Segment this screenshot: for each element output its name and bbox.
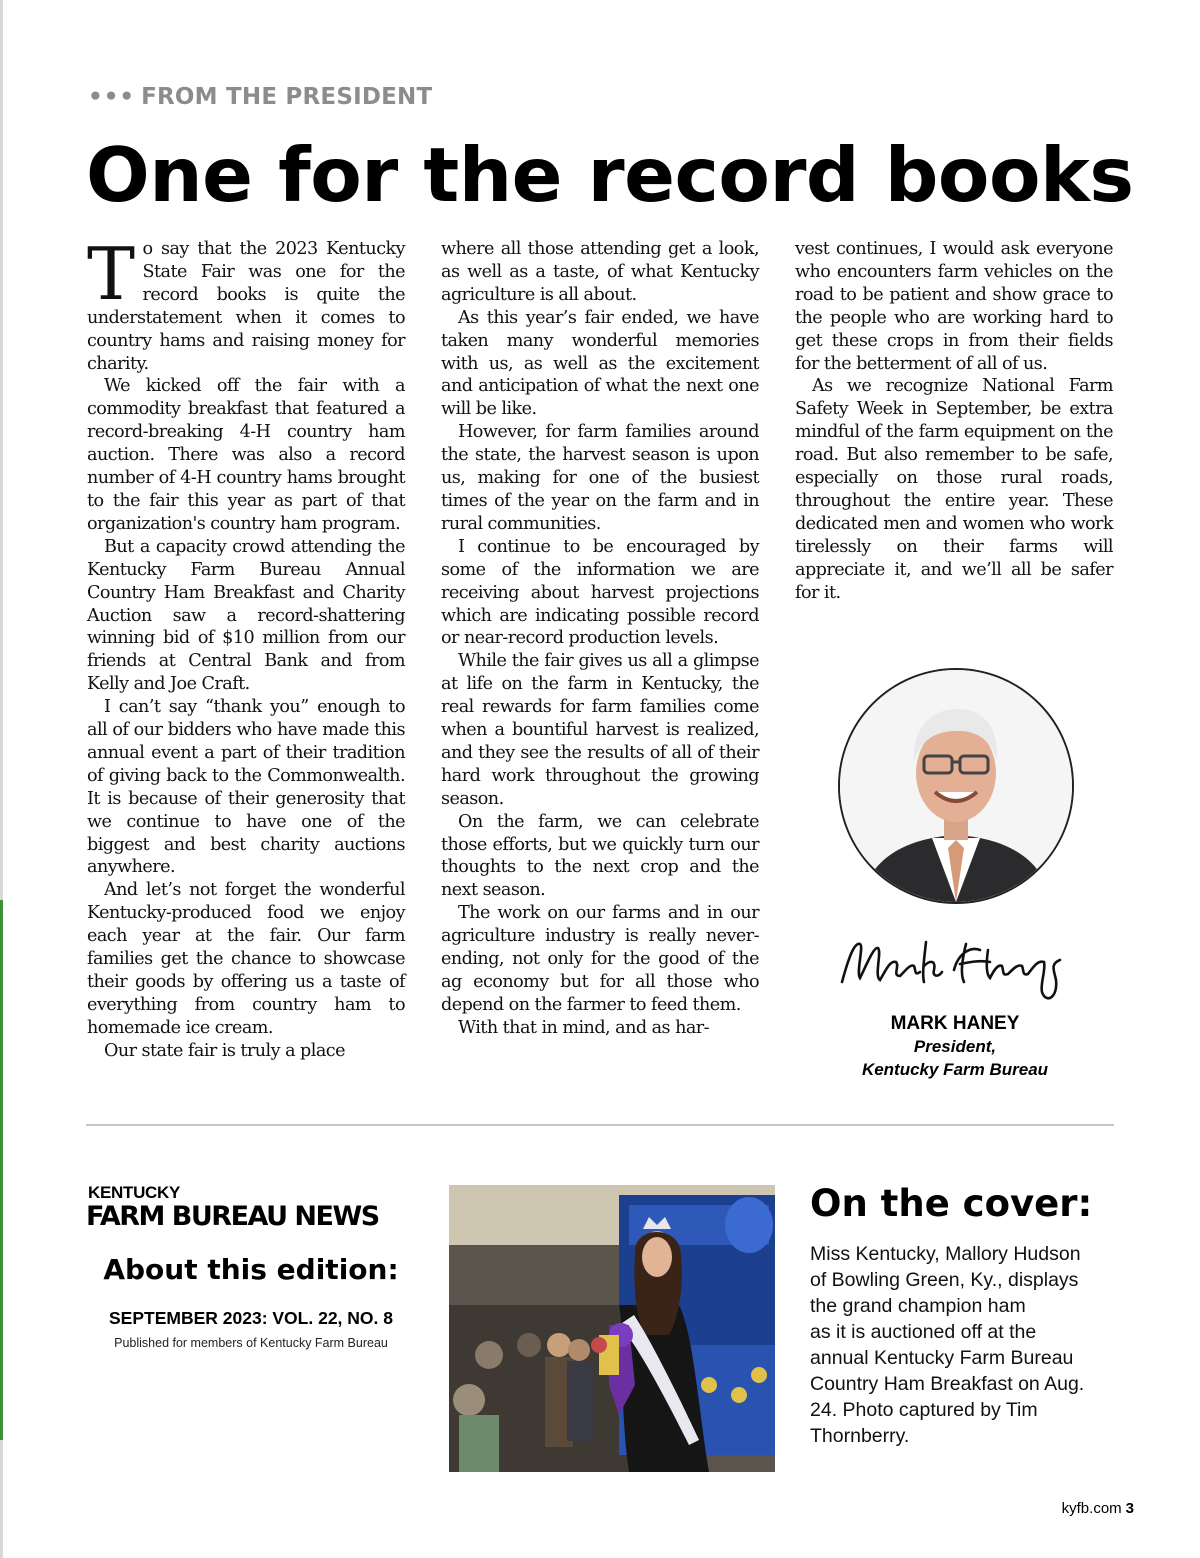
article-paragraph: On the farm, we can celebrate those efforts, but we quickly turn our thoughts to the next crop and the next season. [441,811,759,901]
paragraph-text: o say that the 2023 Kentucky State Fair was one for the record books is quite the understatement when it comes to country hams and raising money for charity. [87,239,405,374]
caption-line: the grand champion ham [810,1295,1026,1317]
author-portrait [838,668,1074,904]
published-note: Published for members of Kentucky Farm Bureau [114,1336,388,1350]
article-paragraph: But a capacity crowd attending the Kentucky Farm Bureau Annual Country Ham Breakfast and Charity Auction saw a record-shattering winning bid of $10 million from our friends at Central Bank and from Kelly and Joe Craft. [87,536,405,695]
edition-info: SEPTEMBER 2023: VOL. 22, NO. 8 [109,1308,393,1328]
caption-line: annual Kentucky Farm Bureau [810,1347,1074,1369]
article-column-1 [87,232,405,1063]
masthead-main: FARM BUREAU NEWS [86,1201,379,1232]
article-paragraph: vest continues, I would ask everyone who encounters farm vehicles on the road to be patient and show grace to the people who are working hard to get these crops in from their fields for the betterment of all of us. [795,239,1113,374]
page-title: One for the record books [86,131,1134,219]
author-org: Kentucky Farm Bureau [861,1060,1049,1079]
author-signature [830,920,1080,1010]
page-footer [1040,1500,1134,1517]
author-byline [820,1012,1090,1081]
about-edition-title: About this edition: [103,1253,399,1286]
article-paragraph [87,232,405,375]
section-divider [86,1124,1114,1126]
caption-line: of Bowling Green, Ky., displays [810,1269,1079,1291]
article-paragraph: With that in mind, and as har- [458,1017,710,1038]
kicker-label: FROM THE PRESIDENT [141,84,433,110]
article-paragraph: As we recognize National Farm Safety Week in September, be extra mindful of the farm equipment on the road. But also remember to be safe, especially on those rural roads, throughout the entire year. These dedicated men and women who work tirelessly on their farms will appreciate it, and we’ll all be safer for it. [795,376,1113,603]
article-column-3 [795,238,1113,605]
article-paragraph: I continue to be encouraged by some of the information we are receiving about harvest projections which are indicating possible record or near-record production levels. [441,536,759,649]
page-number: 3 [1125,1500,1134,1517]
article-paragraph: We kicked off the fair with a commodity breakfast that featured a record-breaking 4-H country ham auction. There was also a record number of 4-H country hams brought to the fair this year as part of that organization's country ham program. [87,376,405,534]
article-paragraph: I can’t say “thank you” enough to all of our bidders who have made this annual event a part of their tradition of giving back to the Commonwealth. It is because of their generosity that we continue to have one of the biggest and best charity auctions anywhere. [87,697,405,878]
article-paragraph: The work on our farms and in our agriculture industry is really never-ending, not only for the good of the ag economy but for all those who depend on the farmer to feed them. [441,903,759,1015]
article-paragraph: While the fair gives us all a glimpse at life on the farm in Kentucky, the real rewards for farm families come when a bountiful harvest is realized, and they see the results of all of their hard work throughout the growing season. [441,651,759,809]
footer-site: kyfb.com [1061,1500,1122,1517]
kicker-dots: ••• [88,84,136,110]
caption-line: Country Ham Breakfast on Aug. [810,1373,1085,1395]
article-paragraph: However, for farm families around the state, the harvest season is upon us, making for one of the busiest times of the year on the farm and in rural communities. [441,422,759,534]
drop-cap: T [87,232,135,316]
caption-line: as it is auctioned off at the [810,1321,1037,1343]
masthead-top: KENTUCKY [88,1183,181,1202]
caption-line: 24. Photo captured by Tim [810,1399,1038,1421]
caption-line: Thornberry. [810,1425,910,1447]
page-edge-accent [0,900,3,1440]
portrait-illustration [840,670,1072,902]
article-paragraph: And let’s not forget the wonderful Kentucky-produced food we enjoy each year at the fair. Our farm families get the chance to showcase their goods by offering us a taste of everything from country ham to homemade ice cream. [87,880,405,1038]
caption-line: Miss Kentucky, Mallory Hudson [810,1243,1081,1265]
cover-caption [810,1241,1122,1449]
cover-photo [449,1185,775,1472]
article-paragraph: As this year’s fair ended, we have taken many wonderful memories with us, as well as the excitement and anticipation of what the next one will be like. [441,307,759,420]
cover-photo-illustration [449,1185,775,1472]
article-paragraph: Our state fair is truly a place [104,1040,345,1061]
section-kicker [88,84,432,110]
article-column-2 [441,238,759,1040]
cover-title: On the cover: [810,1182,1093,1225]
author-name: MARK HANEY [890,1013,1020,1034]
author-title: President, [913,1037,997,1056]
article-paragraph: where all those attending get a look, as well as a taste, of what Kentucky agriculture is all about. [441,239,759,305]
signature-illustration [830,920,1080,1010]
